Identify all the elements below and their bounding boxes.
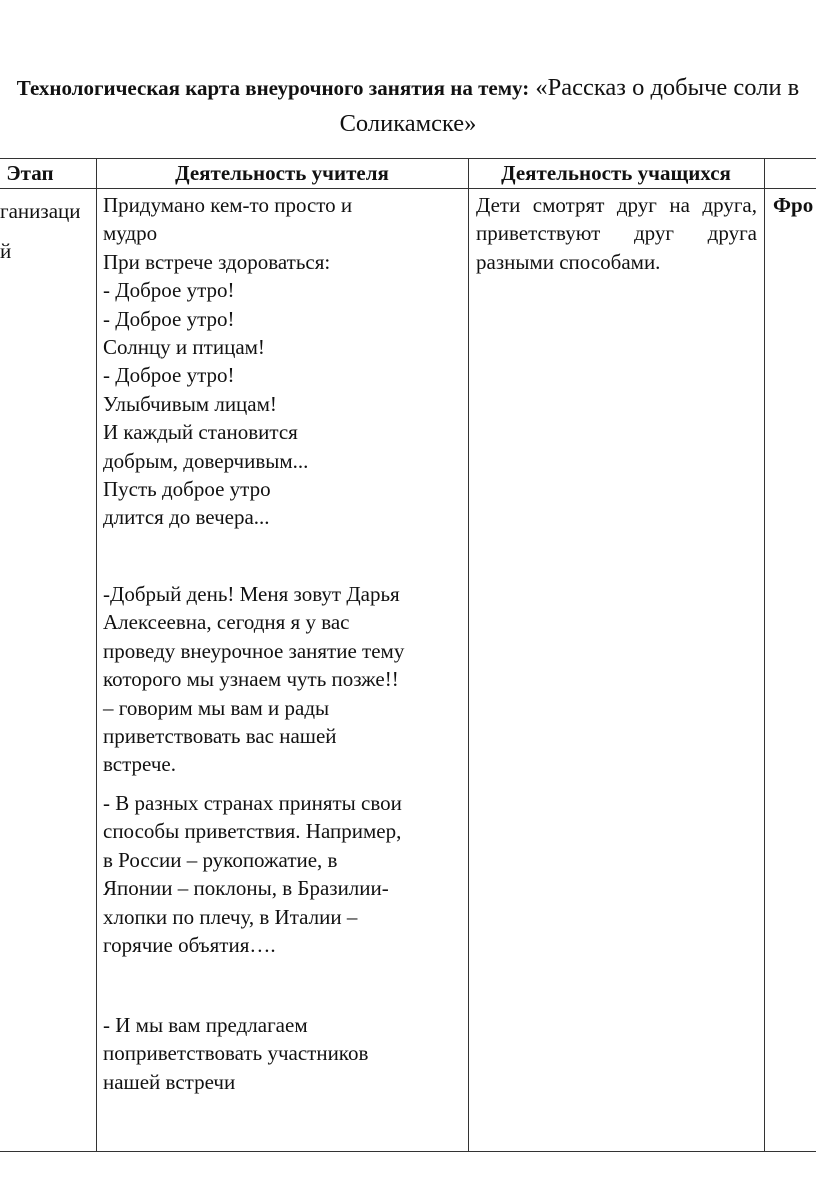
student-activity-cell: Дети смотрят друг на друга, приветствуют друг друга разными способами. xyxy=(476,193,757,274)
teacher-introduction: -Добрый день! Меня зовут Дарья Алексеевна, сегодня я у вас проведу внеурочное занятие тему которого мы узнаем чуть позже!! – говорим мы вам и рады приветствовать вас нашей встрече. xyxy=(103,582,405,777)
stage-cell: ганизаци й xyxy=(0,199,81,263)
header-teacher-activity: Деятельность учителя xyxy=(175,161,389,185)
table-bottom-border xyxy=(0,1151,816,1152)
header-student-activity: Деятельность учащихся xyxy=(501,161,731,185)
table-header-border xyxy=(0,188,816,189)
document-title xyxy=(0,70,816,142)
header-form xyxy=(765,160,816,187)
teacher-greeting-customs: - В разных странах приняты свои способы приветствия. Например, в России – рукопожатие, в Японии – поклоны, в Бразилии- хлопки по плечу, в Италии – горячие объятия…. xyxy=(103,791,402,958)
column-divider-2 xyxy=(468,158,469,1152)
teacher-invitation: - И мы вам предлагаем поприветствовать участников нашей встречи xyxy=(103,1013,369,1094)
title-bold: Технологическая карта внеурочного занятия на тему: xyxy=(16,76,530,100)
form-cell: Фро xyxy=(773,193,814,217)
header-stage: Этап xyxy=(6,161,54,185)
teacher-activity-cell xyxy=(103,191,465,1094)
title-topic: «Рассказ о добыче соли в Соликамске» xyxy=(339,74,800,137)
column-divider-3 xyxy=(764,158,765,1152)
teacher-greeting-poem: Придумано кем-то просто и мудро При встрече здороваться: - Доброе утро! - Доброе утро! Солнцу и птицам! - Доброе утро! Улыбчивым лицам! И каждый становится добрым, доверчивым... Пусть доброе утро длится до вечера... xyxy=(103,193,353,530)
table-top-border xyxy=(0,158,816,159)
column-divider-1 xyxy=(96,158,97,1152)
